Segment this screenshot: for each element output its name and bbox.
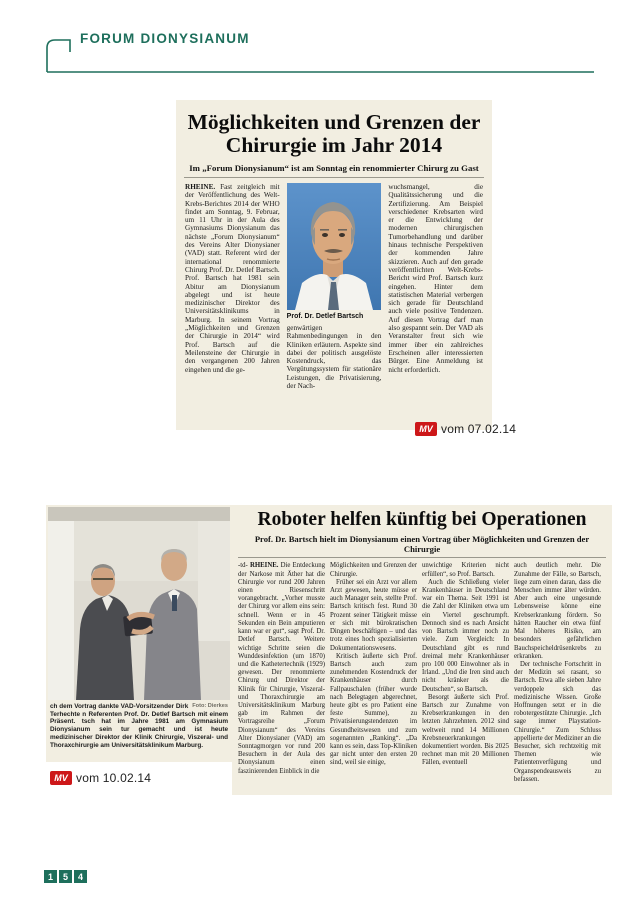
page-number — [44, 870, 87, 883]
article2-column-2: Möglichkeiten und Grenzen der Chirurgie. Früher sei ein Arzt vor allem Arzt gewesen, heute müsse er auch Manager sein, stellte Prof. Bartsch kritisch fest. Rund 30 Prozent seiner Tätigkeit müsse er sich mit bürokratischen Dingen beschäftigen – und das trotz eines hoch spezialisierten Dokumentationswesens. Kritisch äußerte sich Prof. Bartsch auch zum zunehmenden Kostendruck der Krankenhäuser durch Fallpauschalen (früher wurde nach Belegtagen abgerechnet, heute gibt es pro Patient eine feste Summe), zu Privatisierungstendenzen im Gesundheitswesen und zum sogenannten „Ranking“. „Da kann es sein, dass Top-Kliniken gar nicht unter den ersten 20 sind, weil sie einige, — [330, 562, 417, 767]
page-number-digit: 5 — [59, 870, 72, 883]
article1-headline: Möglichkeiten und Grenzen der Chirurgie im Jahr 2014 — [187, 110, 481, 157]
article2-column-1 — [238, 562, 325, 783]
article1-dateline: RHEINE. — [185, 183, 216, 191]
article2-column-1-text: Die Entdeckung der Narkose mit Äther hat die Chirurgie vor rund 200 Jahren einen Riesenschritt vorangebracht. „Vorher musste der Chirurg vor allem eins sein: schnell. Wenn er in 45 Sekunden ein Bein amputieren kann war er gut“, sagt Prof. Dr. Detlef Bartsch. Weitere wichtige Schritte seien die Wunddesinfektion (um 1870) und die Kathetertechnik (1929) gewesen. Der renommierte Chirurg und Direktor der Klinik für Chirurgie, Viszeral- und Thoraxchirurgie am Universitätsklinikum Marburg gab im Rahmen der Vortragsreihe „Forum Dionysianum“ des Vereins Alter Dionysianer (VAD) am Sonntagmorgen vor rund 200 Besuchern in der Aula des Dionysianum einen faszinierenden Einblick in die — [238, 562, 325, 775]
page-title: FORUM DIONYSIANUM — [80, 31, 250, 46]
article1-column-2-text: genwärtigen Rahmenbedingungen in den Kliniken erläutern. Aspekte sind dabei der politisch ausgelöste Kostendruck, das Vergütungssystem für stationäre Leistungen, die Privatisierung, der Nach- — [286, 324, 382, 391]
article2-dateline: RHEINE. — [249, 562, 279, 570]
article2-photo-caption: Foto: Dierkes ch dem Vortrag dankte VAD-Vorsitzender Dirk Terhechte n Referenten Prof. Dr. Detlef Bartsch mit einem Präsent. tsch hat im Jahre 1981 am Gymnasium Dionysianum sein tur gemacht und ist heute medizinischer Direktor der Klinik Chirurgie, Viszeral- und Thoraxchirurgie am Universitätsklinikum Marburg. — [50, 703, 228, 749]
article1-column-2 — [287, 183, 382, 390]
article1-photo-caption: Prof. Dr. Detlef Bartsch — [286, 313, 364, 320]
handover-photo — [48, 507, 230, 700]
article2-headline: Roboter helfen künftig bei Operationen — [257, 509, 587, 530]
article2-subtitle: Prof. Dr. Bartsch hielt im Dionysianum einen Vortrag über Möglichkeiten und Grenzen der Chirurgie — [238, 534, 606, 558]
article2-column-4: auch deutlich mehr. Die Zunahme der Fälle, so Bartsch, liege zum einen daran, dass die Menschen immer älter würden. Aber auch eine ungesunde Lebensweise könne eine Krebserkrankung fördern. So hätten Raucher ein etwa fünf Mal höheres Risiko, am besonders gefährlichen Bauchspeicheldrüsenkrebs zu erkranken. Der technische Fortschritt in der Medizin sei rasant, so Bartsch. Etwa alle sieben Jahre verdoppele sich das medizinische Wissen. Große Hoffnungen setzt er in die robotergestützte Chirurgie. „Ich sage immer Playstation-Chirurgie.“ Zum Schluss appellierte der Mediziner an die Besucher, sich rechtzeitig mit Themen wie Patientenverfügung und Organspendeausweis zu befassen. — [514, 562, 601, 783]
photo-credit: Foto: Dierkes — [192, 703, 228, 709]
article1-body — [176, 178, 492, 390]
article1-clipping — [176, 100, 492, 430]
article2-byline: -td- — [238, 562, 248, 570]
stamp-date-2: vom 10.02.14 — [76, 771, 152, 785]
article2-photo-clipping — [46, 505, 232, 762]
press-stamp-1 — [415, 422, 516, 436]
article2-clipping — [232, 505, 612, 795]
article1-subtitle: Im „Forum Dionysianum“ ist am Sonntag ein renommierter Chirurg zu Gast — [184, 163, 484, 178]
press-stamp-2 — [50, 771, 151, 785]
portrait-photo-bartsch — [287, 183, 381, 310]
mv-logo: MV — [50, 771, 72, 785]
page-number-digit: 1 — [44, 870, 57, 883]
page-number-digit: 4 — [74, 870, 87, 883]
article1-column-1 — [185, 183, 280, 390]
article2-body — [232, 558, 612, 783]
article1-column-3-text: wuchsmangel, die Qualitätssicherung und die Zertifizierung. Am Beispiel verschiedener Krebsarten wird er die Entwicklung der modernen chirurgischen Tumorbehandlung und darüber hinaus technische Perspektiven der kommenden Jahre skizzieren. Auch auf den gerade veröffentlichten Welt-Krebs-Bericht wird Prof. Bartsch kurz eingehen. Hinter dem statistischen Material verbergen sich gerade für Deutschland auch viele positive Tendenzen. Auf diesen Vortrag darf man also gespannt sein. Der VAD als Veranstalter freut sich wie immer über ein zahlreiches Erscheinen aller interessierten Bürger. Eine Anmeldung ist nicht erforderlich. — [388, 183, 484, 374]
stamp-date-1: vom 07.02.14 — [441, 422, 517, 436]
article2-column-3: unwichtige Kriterien nicht erfüllen“, so Prof. Bartsch. Auch die Schließung vieler Krankenhäuser in Deutschland war ein Thema. Seit 1991 ist die Zahl der Kliniken etwa um ein Viertel geschrumpft. Dennoch sind es nach Ansicht von Bartsch immer noch zu viele. Zum Vergleich: In Deutschland gibt es rund dreimal mehr Krankenhäuser pro 100 000 Einwohner als in Irland. „Und die Iren sind auch nicht kränker als die Deutschen“, so Bartsch. Besorgt äußerte sich Prof. Bartsch zur Zunahme von Krebserkrankungen in den letzten Jahrzehnten. 2012 sind weltweit rund 14 Millionen Krebsneuerkrankungen dokumentiert worden. Bis 2025 rechnet man mit 20 Millionen Fällen, eventuell — [422, 562, 509, 767]
article1-column-3 — [388, 183, 483, 390]
article1-column-1-text: Fast zeitgleich mit der Veröffentlichung des Welt-Krebs-Berichtes 2014 der WHO findet am Sonntag, 9. Februar, um 11 Uhr in der Aula des Gymnasiums Dionysianum das nächste „Forum Dionysianum“ des Vereins Alter Dionysianer (VAD) statt. Referent wird der international renommierte Chirurg Prof. Dr. Detlef Bartsch. Prof. Bartsch hat 1981 sein Abitur am Dionysianum abgelegt und ist heute medizinischer Direktor des Universitätsklinikums in Marburg. In seinem Vortrag „Möglichkeiten und Grenzen der Chirurgie in 2014“ wird Prof. Bartsch auf die Meilensteine der Chirurgie in den vergangenen 200 Jahren eingehen und die ge- — [185, 183, 280, 374]
mv-logo: MV — [415, 422, 437, 436]
